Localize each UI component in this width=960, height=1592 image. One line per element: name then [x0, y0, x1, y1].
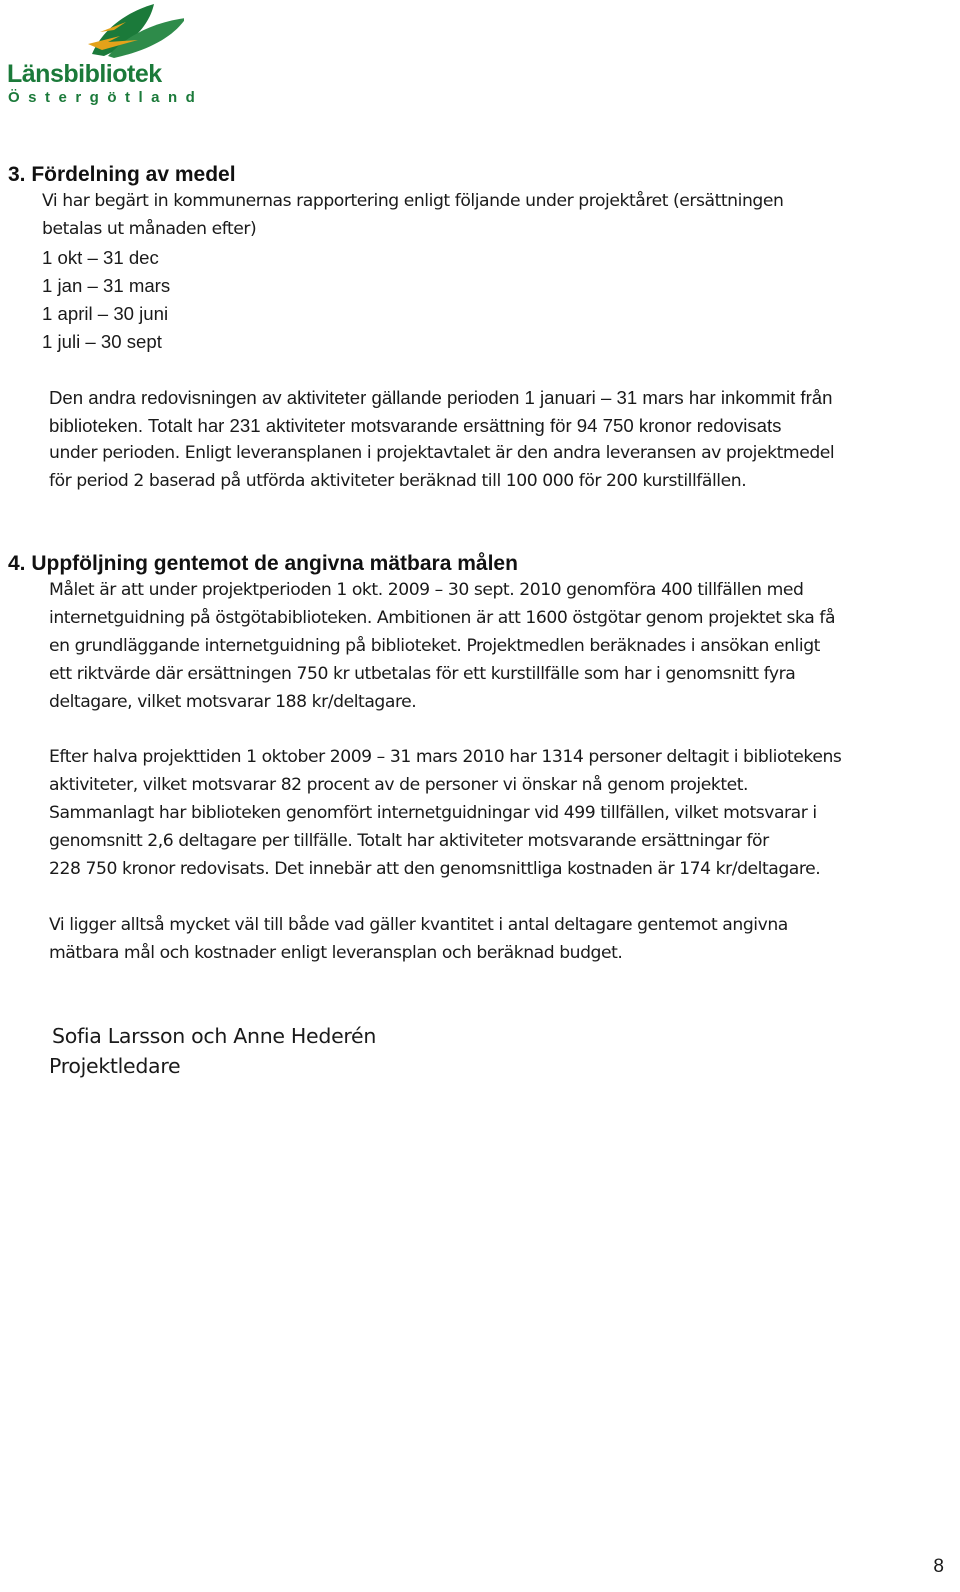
signature-role: Projektledare: [49, 1054, 181, 1078]
section-4-paragraph: Efter halva projekttiden 1 oktober 2009 – 31 mars 2010 har 1314 personer deltagit i bibliotekens: [49, 747, 842, 767]
section-4-paragraph: en grundläggande internetguidning på biblioteket. Projektmedlen beräknades i ansökan enligt: [49, 636, 820, 656]
logo-title: Länsbibliotek: [7, 60, 162, 88]
period-item: 1 juli – 30 sept: [42, 331, 162, 352]
section-4-paragraph: ett riktvärde där ersättningen 750 kr utbetalas för ett kurstillfälle som har i genomsnitt fyra: [49, 664, 796, 684]
section-3-paragraph: Den andra redovisningen av aktiviteter gällande perioden 1 januari – 31 mars har inkommit från: [49, 387, 833, 408]
section-4-paragraph: Målet är att under projektperioden 1 okt. 2009 – 30 sept. 2010 genomföra 400 tillfällen med: [49, 580, 804, 600]
signature-names: Sofia Larsson och Anne Hederén: [52, 1024, 377, 1048]
book-bird-icon: [4, 2, 184, 62]
section-4-paragraph: genomsnitt 2,6 deltagare per tillfälle. Totalt har aktiviteter motsvarande ersättningar för: [49, 831, 769, 851]
period-item: 1 april – 30 juni: [42, 303, 169, 324]
section-3-intro: Vi har begärt in kommunernas rapportering enligt följande under projektåret (ersättningen: [42, 191, 784, 211]
section-4-paragraph: Vi ligger alltså mycket väl till både vad gäller kvantitet i antal deltagare gentemot angivna: [49, 915, 788, 935]
section-3-heading: 3. Fördelning av medel: [8, 163, 236, 186]
section-4-heading: 4. Uppföljning gentemot de angivna mätbara målen: [8, 552, 518, 575]
period-item: 1 jan – 31 mars: [42, 275, 171, 296]
section-4-paragraph: Sammanlagt har biblioteken genomfört internetguidningar vid 499 tillfällen, vilket motsvarar i: [49, 803, 817, 823]
section-3-intro: betalas ut månaden efter): [42, 219, 257, 239]
section-4-paragraph: deltagare, vilket motsvarar 188 kr/deltagare.: [49, 692, 417, 712]
logo-subtitle: Östergötland: [8, 89, 204, 106]
section-4-paragraph: aktiviteter, vilket motsvarar 82 procent av de personer vi önskar nå genom projektet.: [49, 775, 749, 795]
library-logo: [4, 2, 204, 110]
period-item: 1 okt – 31 dec: [42, 247, 159, 268]
section-4-paragraph: mätbara mål och kostnader enligt leveransplan och beräknad budget.: [49, 943, 623, 963]
section-3-paragraph: under perioden. Enligt leveransplanen i projektavtalet är den andra leveransen av projektmedel: [49, 443, 835, 463]
section-4-paragraph: 228 750 kronor redovisats. Det innebär att den genomsnittliga kostnaden är 174 kr/deltagare.: [49, 859, 821, 879]
section-4-paragraph: internetguidning på östgötabiblioteken. Ambitionen är att 1600 östgötar genom projektet ska få: [49, 608, 836, 628]
page-number: 8: [933, 1556, 944, 1577]
section-3-paragraph: för period 2 baserad på utförda aktiviteter beräknad till 100 000 för 200 kurstillfällen.: [49, 471, 747, 491]
section-3-paragraph: biblioteken. Totalt har 231 aktiviteter motsvarande ersättning för 94 750 kronor redovisats: [49, 415, 782, 436]
